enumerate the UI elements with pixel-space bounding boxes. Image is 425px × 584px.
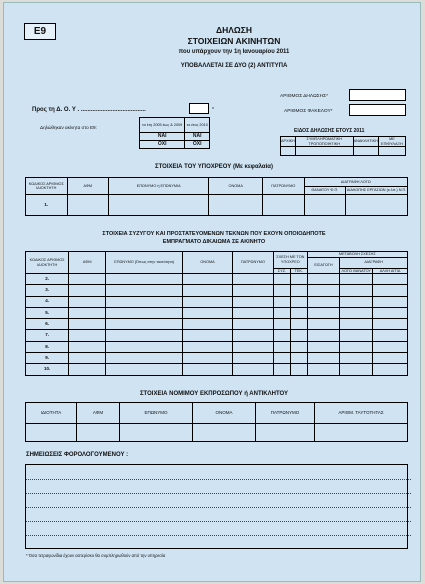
sp-col-afm: ΑΦΜ — [69, 252, 106, 274]
form-subtitle: που υπάρχουν την 1η Ιανουαρίου 2011 — [178, 49, 290, 55]
spouse-title-2: ΕΜΠΡΑΓΜΑΤΟ ΔΙΚΑΙΩΜΑ ΣΕ ΑΚΙΝΗΤΟ — [162, 239, 266, 245]
rep-col-capacity: ΙΔΙΟΤΗΤΑ — [26, 403, 77, 424]
sp-col-father: ΠΑΤΡΩΝΥΜΟ — [232, 252, 273, 274]
notes-line — [26, 479, 411, 480]
notes-line — [26, 507, 411, 508]
taxpayer-death-cell[interactable] — [304, 195, 346, 216]
rep-col-father: ΠΑΤΡΩΝΥΜΟ — [256, 403, 315, 424]
taxpayer-table — [25, 177, 408, 216]
rep-surname-cell[interactable] — [120, 424, 193, 442]
col-name: ΟΝΟΜΑ — [209, 178, 263, 195]
decl-type-supp-box[interactable] — [295, 147, 353, 156]
spouse-row-no: 9. — [26, 353, 69, 364]
spouse-row-no: 6. — [26, 319, 69, 330]
sp-col-delete: ΔΙΑΓΡΑΦΗ — [340, 257, 408, 268]
sp-col-owner-code: ΚΩΔΙΚΟΣ ΑΡΙΘΜΟΣ ΙΔΙΟΚΤΗΤΗ — [26, 252, 69, 274]
taxpayer-surname-cell[interactable] — [109, 195, 209, 216]
rep-col-afm: ΑΦΜ — [77, 403, 120, 424]
representative-table — [25, 402, 408, 442]
decl-type-res-box[interactable] — [378, 147, 405, 156]
decl-type-initial-box[interactable] — [281, 147, 296, 156]
declared-yes-1[interactable]: ΝΑΙ — [140, 133, 185, 141]
decl-type-initial: ΑΡΧΙΚΗ — [281, 137, 296, 147]
col-afm: ΑΦΜ — [67, 178, 109, 195]
taxpayer-cessation-cell[interactable] — [346, 195, 408, 216]
col-cessation: ΔΙΑΚΟΠΗΣ ΕΡΓΑΣΙΩΝ (κ.λπ.) Ν.Π. — [346, 186, 408, 195]
taxpayer-name-cell[interactable] — [209, 195, 263, 216]
spouse-row-no: 10. — [26, 364, 69, 375]
decl-type-title: ΕΙΔΟΣ ΔΗΛΩΣΗΣ ΕΤΟΥΣ 2011 — [294, 128, 365, 134]
declaration-no-label: ΑΡΙΘΜΟΣ ΔΗΛΩΣΗΣ* — [280, 94, 328, 99]
col-surname: ΕΠΩΝΥΜΟ ή ΕΠΩΝΥΜΙΑ — [109, 178, 209, 195]
taxpayer-afm-cell[interactable] — [67, 195, 109, 216]
declared-yes-2[interactable]: ΝΑΙ — [185, 133, 210, 141]
form-title: ΔΗΛΩΣΗ — [216, 25, 252, 35]
declared-label: Δηλώθηκαν ακίνητα στο Ε9: — [40, 125, 97, 130]
rep-capacity-cell[interactable] — [26, 424, 77, 442]
taxpayer-father-cell[interactable] — [263, 195, 305, 216]
declaration-no-field[interactable] — [349, 89, 406, 101]
sp-col-name: ΟΝΟΜΑ — [183, 252, 233, 274]
footnote: * Όσα τετραγωνίδια έχουν αστερίσκο θα συμπληρωθούν από την υπηρεσία — [26, 553, 166, 558]
col-owner-code: ΚΩΔΙΚΟΣ ΑΡΙΘΜΟΣ ΙΔΙΟΚΤΗΤΗ — [26, 178, 68, 195]
rep-name-cell[interactable] — [193, 424, 256, 442]
notes-line — [26, 521, 411, 522]
decl-type-rev-box[interactable] — [353, 147, 378, 156]
rep-col-surname: ΕΠΩΝΥΜΟ — [120, 403, 193, 424]
notes-line — [26, 493, 411, 494]
decl-type-table — [280, 136, 406, 156]
taxpayer-title: ΣΤΟΙΧΕΙΑ ΤΟΥ ΥΠΟΧΡΕΟΥ (Με κεφαλαία) — [155, 164, 273, 170]
rep-col-id-number: ΑΡΙΘΜ. ΤΑΥΤΟΤΗΤΑΣ — [315, 403, 408, 424]
declared-col-2005-2009: τα έτη 2005 έως & 2009 — [140, 118, 185, 133]
sp-col-surname: ΕΠΩΝΥΜΟ (Όπως στην ταυτότητα) — [106, 252, 183, 274]
rep-afm-cell[interactable] — [77, 424, 120, 442]
col-deletion: ΔΙΑΓΡΑΦΗ ΛΟΓΩ — [304, 178, 407, 187]
form-title-2: ΣΤΟΙΧΕΙΩΝ ΑΚΙΝΗΤΩΝ — [187, 36, 281, 46]
rep-col-name: ΟΝΟΜΑ — [193, 403, 256, 424]
form-page — [3, 2, 421, 582]
spouse-row-no: 3. — [26, 285, 69, 296]
sp-col-insert: ΕΙΣΑΓΩΓΗ — [307, 257, 340, 274]
spouse-row-no: 5. — [26, 307, 69, 318]
sp-col-death: ΛΟΓΩ ΘΑΝΑΤΟΥ — [341, 268, 371, 273]
copies-note: ΥΠΟΒΑΛΛΕΤΑΙ ΣΕ ΔΥΟ (2) ΑΝΤΙΤΥΠΑ — [180, 63, 288, 69]
sp-col-child: ΤΕΚ. — [290, 268, 307, 274]
spouse-row-no: 4. — [26, 296, 69, 307]
decl-type-supplementary: ΣΥΜΠΛΗΡΩΜΑΤΙΚΗ ΤΡΟΠΟΠΟΙΗΤΙΚΗ — [295, 137, 353, 147]
file-no-field[interactable] — [349, 104, 406, 116]
decl-type-reservation: ΜΕ ΕΠΙΦΥΛΑΞΗ — [378, 137, 405, 147]
notes-title: ΣΗΜΕΙΩΣΕΙΣ ΦΟΡΟΛΟΓΟΥΜΕΝΟΥ : — [26, 452, 129, 458]
declared-no-2[interactable]: ΟΧΙ — [185, 141, 210, 149]
declared-no-1[interactable]: ΟΧΙ — [140, 141, 185, 149]
taxpayer-row-no: 1. — [26, 195, 68, 216]
sp-col-spouse: ΣΥΖ. — [273, 268, 290, 274]
representative-title: ΣΤΟΙΧΕΙΑ ΝΟΜΙΜΟΥ ΕΚΠΡΟΣΩΠΟΥ ή ΑΝΤΙΚΛΗΤΟΥ — [139, 391, 289, 397]
doy-code-field[interactable] — [189, 103, 209, 114]
spouse-row-no: 8. — [26, 341, 69, 352]
doy-label: Προς τη Δ. Ο. Υ . ....................................... — [32, 107, 146, 113]
rep-id-cell[interactable] — [315, 424, 408, 442]
notes-line — [26, 535, 411, 536]
col-fathers-name: ΠΑΤΡΩΝΥΜΟ — [263, 178, 305, 195]
declared-col-2010: το έτος 2010 — [185, 118, 210, 133]
star-mark: * — [212, 107, 214, 113]
decl-type-revocation: ΑΝΑΚΛΗΤΙΚΗ — [353, 137, 378, 147]
col-death: ΘΑΝΑΤΟΥ Φ.Π. — [304, 186, 346, 195]
rep-father-cell[interactable] — [256, 424, 315, 442]
sp-col-change: ΜΕΤΑΒΟΛΗ ΣΧΕΣΗΣ — [307, 252, 407, 258]
spouse-row-no: 2. — [26, 274, 69, 285]
spouse-table — [25, 251, 408, 376]
sp-col-other: ΑΛΛΗ ΑΙΤΙΑ — [373, 268, 408, 274]
spouse-row-no: 7. — [26, 330, 69, 341]
file-no-label: ΑΡΙΘΜΟΣ ΦΑΚΕΛΟΥ* — [284, 109, 333, 114]
spouse-title: ΣΤΟΙΧΕΙΑ ΣΥΖΥΓΟΥ ΚΑΙ ΠΡΟΣΤΑΤΕΥΟΜΕΝΩΝ ΤΕΚΝΩΝ ΠΟΥ ΕΧΟΥΝ ΟΠΟΙΟΔΗΠΟΤΕ — [102, 231, 326, 237]
sp-col-relation: ΣΧΕΣΗ ΜΕ ΤΟΝ ΥΠΟΧΡΕΟ — [273, 252, 307, 269]
declared-table — [139, 117, 210, 149]
form-code: E9 — [24, 23, 56, 40]
